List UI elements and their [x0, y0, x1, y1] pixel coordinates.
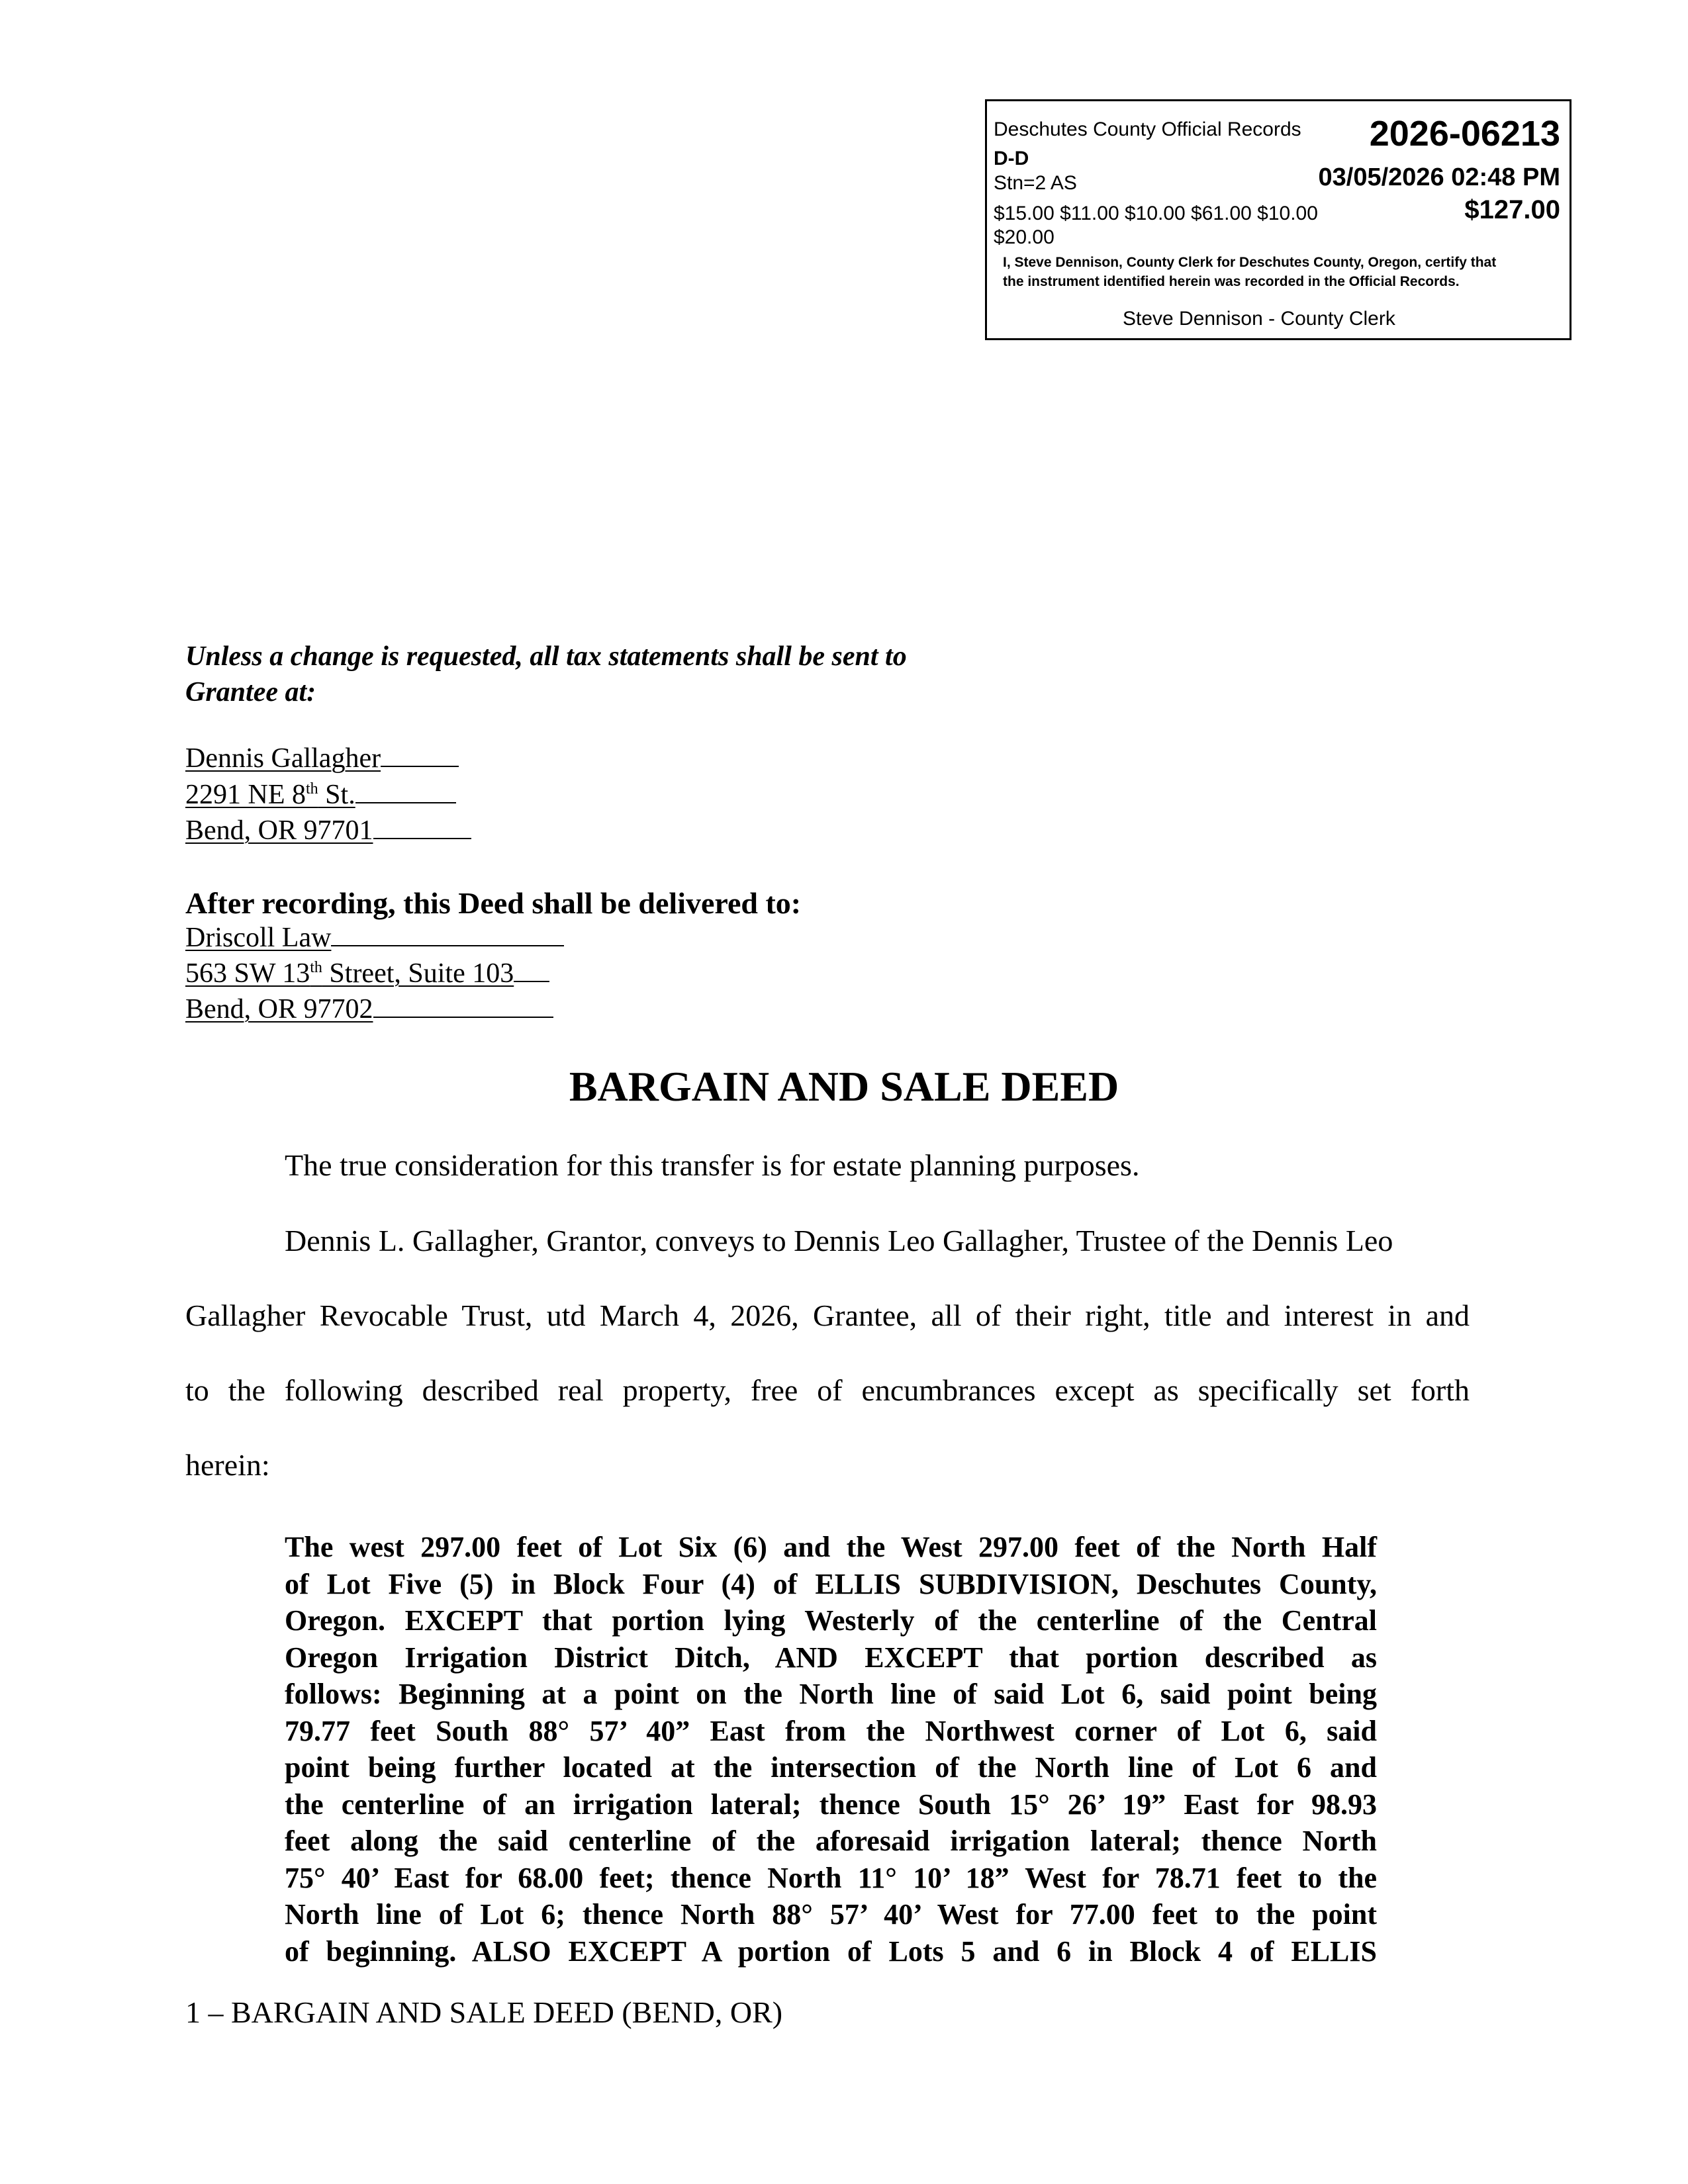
legal-line: of Lot Five (5) in Block Four (4) of ELLIS SUBDIVISION, Deschutes County,	[285, 1567, 1377, 1600]
legal-description	[285, 1529, 1377, 1970]
stamp-fees: $15.00 $11.00 $10.00 $61.00 $10.00	[994, 203, 1318, 224]
delivery-heading: After recording, this Deed shall be delivered to:	[185, 886, 802, 920]
delivery-name: Driscoll Law	[185, 922, 564, 954]
tax-grantee-name: Dennis Gallagher	[185, 743, 459, 774]
legal-line: feet along the said centerline of the aforesaid irrigation lateral; thence North	[285, 1825, 1377, 1857]
legal-line: 79.77 feet South 88° 57’ 40” East from the Northwest corner of Lot 6, said	[285, 1714, 1377, 1747]
legal-line: point being further located at the intersection of the North line of Lot 6 and	[285, 1751, 1377, 1784]
stamp-clerk: Steve Dennison - County Clerk	[1123, 308, 1395, 330]
tax-heading-line2: Grantee at:	[185, 677, 316, 707]
stamp-datetime: 03/05/2026 02:48 PM	[1318, 163, 1560, 191]
tax-grantee-city: Bend, OR 97701	[185, 815, 471, 846]
conveyance-line-3: to the following described real property, free of encumbrances except as specifically set forth	[185, 1373, 1470, 1407]
delivery-street: 563 SW 13th Street, Suite 103	[185, 958, 549, 989]
legal-line: Oregon. EXCEPT that portion lying Westerly of the centerline of the Central	[285, 1604, 1377, 1637]
legal-line: follows: Beginning at a point on the North line of said Lot 6, said point being	[285, 1678, 1377, 1710]
legal-line: Oregon Irrigation District Ditch, AND EXCEPT that portion described as	[285, 1641, 1377, 1674]
stamp-certification: I, Steve Dennison, County Clerk for Deschutes County, Oregon, certify that the instrument identified herein was recorded in the Official Records.	[1003, 255, 1497, 289]
stamp-doc-type: D-D	[994, 148, 1029, 169]
tax-grantee-street: 2291 NE 8th St.	[185, 779, 456, 811]
conveyance-line-2: Gallagher Revocable Trust, utd March 4, 2026, Grantee, all of their right, title and interest in and	[185, 1298, 1470, 1332]
stamp-office: Deschutes County Official Records	[994, 118, 1301, 140]
conveyance-line-4: herein:	[185, 1448, 270, 1482]
tax-heading-line1: Unless a change is requested, all tax statements shall be sent to	[185, 641, 907, 672]
legal-line: the centerline of an irrigation lateral; thence South 15° 26’ 19” East for 98.93	[285, 1788, 1377, 1821]
document-title: BARGAIN AND SALE DEED	[569, 1063, 1119, 1110]
stamp-document-number: 2026-06213	[1369, 114, 1560, 154]
conveyance-line-1: Dennis L. Gallagher, Grantor, conveys to Dennis Leo Gallagher, Trustee of the Dennis Leo	[285, 1224, 1393, 1257]
legal-line: of beginning. ALSO EXCEPT A portion of Lots 5 and 6 in Block 4 of ELLIS	[285, 1934, 1377, 1968]
stamp-total: $127.00	[1464, 195, 1560, 224]
legal-line: 75° 40’ East for 68.00 feet; thence North 11° 10’ 18” West for 78.71 feet to the	[285, 1861, 1377, 1894]
legal-line: North line of Lot 6; thence North 88° 57’ 40’ West for 77.00 feet to the point	[285, 1898, 1377, 1931]
legal-line: The west 297.00 feet of Lot Six (6) and the West 297.00 feet of the North Half	[285, 1531, 1377, 1563]
stamp-fee-extra: $20.00	[994, 226, 1055, 248]
recording-stamp	[985, 99, 1571, 340]
page-footer: 1 – BARGAIN AND SALE DEED (BEND, OR)	[185, 1995, 783, 2029]
stamp-station: Stn=2 AS	[994, 172, 1077, 194]
delivery-city: Bend, OR 97702	[185, 993, 553, 1025]
consideration-statement: The true consideration for this transfer is for estate planning purposes.	[285, 1148, 1140, 1182]
